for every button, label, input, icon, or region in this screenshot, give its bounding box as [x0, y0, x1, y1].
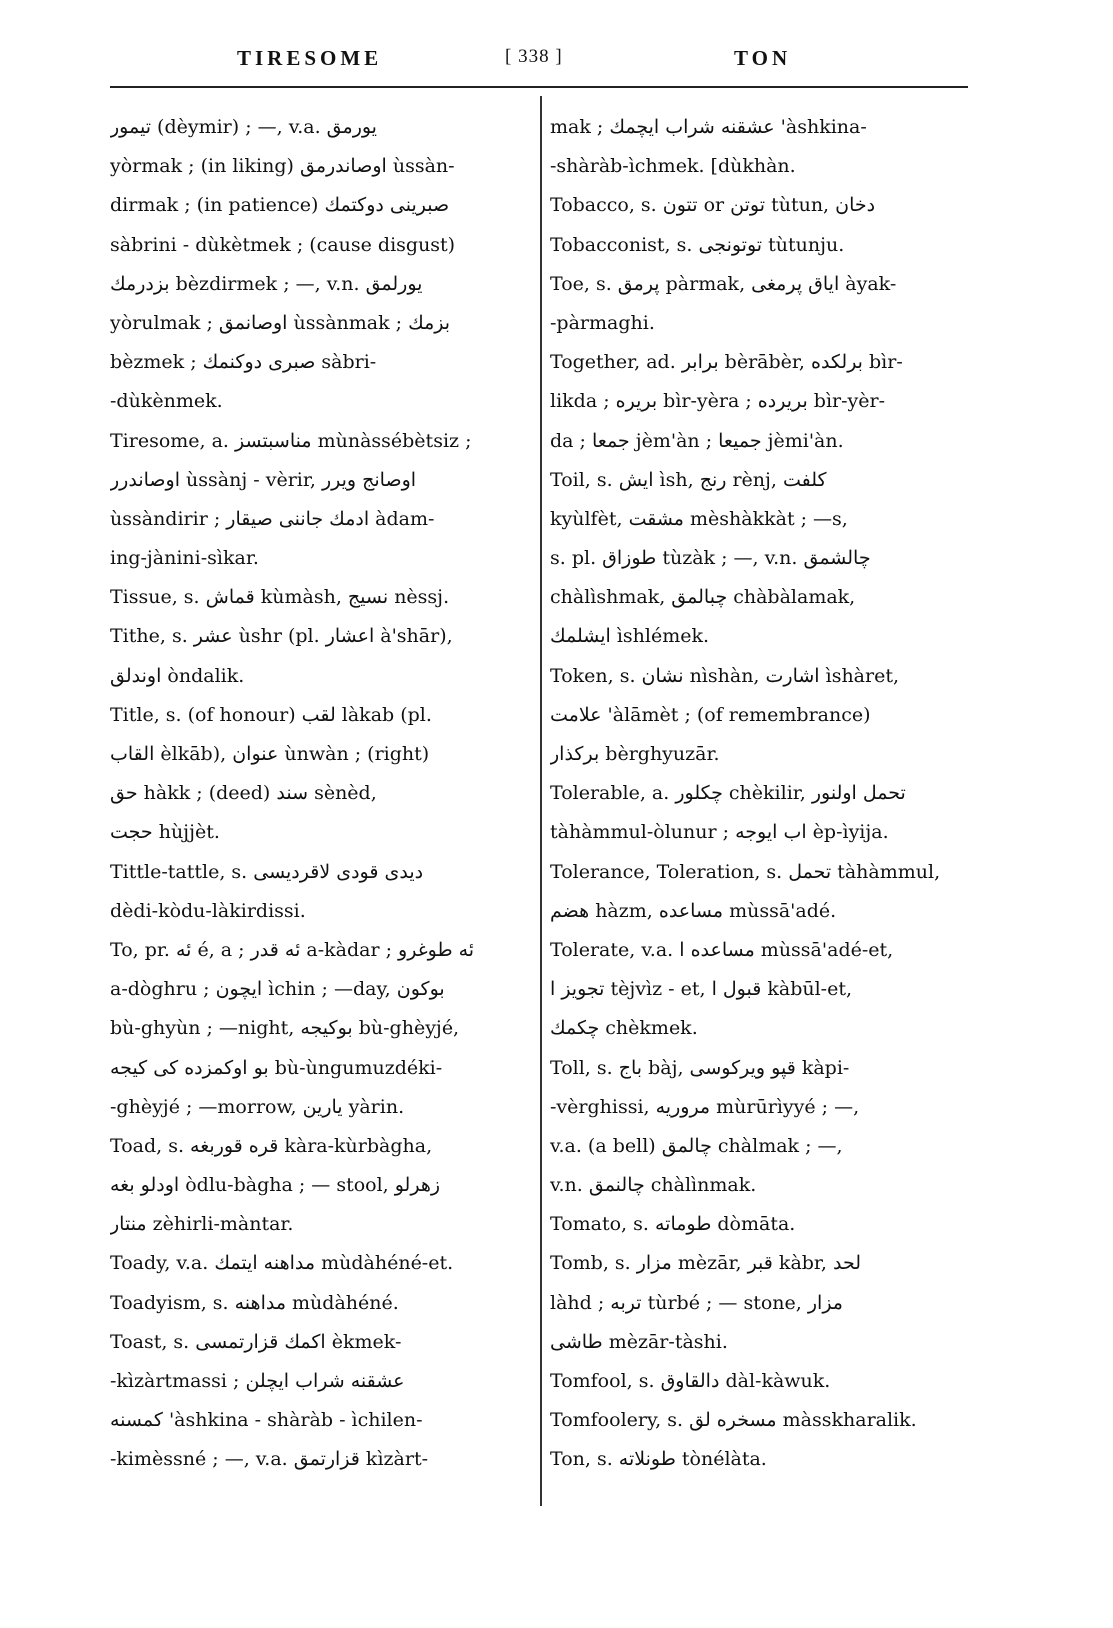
dictionary-line: -pàrmaghi. — [550, 311, 655, 334]
dictionary-line: -kìzàrtmassi ; عشقنه شراب ایچلن — [110, 1370, 405, 1392]
dictionary-line: طاشی mèzār-tàshi. — [550, 1330, 728, 1353]
running-head-left: TIRESOME — [237, 46, 383, 70]
dictionary-line: sàbrini - dùkètmek ; (cause disgust) — [110, 233, 456, 256]
dictionary-line: Token, s. نشان nìshàn, اشارت ìshàret, — [550, 664, 900, 687]
dictionary-line: Toad, s. قره قوربغه kàra-kùrbàgha, — [110, 1134, 433, 1157]
dictionary-line: v.a. (a bell) چالمق chàlmak ; —, — [550, 1134, 843, 1157]
dictionary-line: tàhàmmul-òlunur ; اب ایوجه èp-ìyija. — [550, 821, 889, 844]
dictionary-line: Toe, s. پرمق pàrmak, ایاق پرمغی àyak- — [550, 272, 897, 295]
dictionary-line: a-dòghru ; ایچون ìchin ; —day, بوکون — [110, 978, 445, 1001]
dictionary-line: -vèrghissi, مروریه mùrūrìyyé ; —, — [550, 1095, 860, 1118]
dictionary-line: القاب èlkāb), عنوان ùnwàn ; (right) — [110, 743, 430, 765]
dictionary-line: Tomfool, s. دالقاوق dàl-kàwuk. — [550, 1370, 831, 1392]
dictionary-line: Ton, s. طونلاته tònélàta. — [550, 1448, 767, 1471]
dictionary-line: منتار zèhirli-màntar. — [110, 1213, 294, 1236]
left-column — [110, 108, 520, 1480]
dictionary-line: -ghèyjé ; —morrow, یارین yàrin. — [110, 1095, 405, 1118]
dictionary-line: làhd ; تربه tùrbé ; — stone, مزار — [550, 1291, 843, 1314]
dictionary-line: اوندلق òndalik. — [110, 664, 245, 687]
dictionary-line: kyùlfèt, مشقت mèshàkkàt ; —s, — [550, 507, 848, 530]
dictionary-line: Tissue, s. قماش kùmàsh, نسیج nèssj. — [110, 586, 450, 609]
dictionary-line: بزدرمك bèzdirmek ; —, v.n. یورلمق — [110, 272, 423, 295]
dictionary-line: هضم hàzm, مساعده mùssā'adé. — [550, 899, 837, 922]
dictionary-line: -kimèssné ; —, v.a. قزارتمق kìzàrt- — [110, 1448, 428, 1471]
dictionary-line: Title, s. (of honour) لقب làkab (pl. — [110, 703, 432, 726]
dictionary-line: dèdi-kòdu-làkirdissi. — [110, 899, 306, 922]
dictionary-line: حجت hùjjèt. — [110, 821, 220, 844]
dictionary-line: Tolerable, a. چکلور chèkilir, تحمل اولنور — [550, 782, 906, 805]
dictionary-line: Toil, s. ایش ìsh, رنج rènj, کلفت — [550, 468, 827, 491]
dictionary-line: Tomato, s. طوماته dòmāta. — [550, 1213, 796, 1236]
dictionary-line: To, pr. ئه é, a ; ئه قدر a-kàdar ; ئه طوغرو — [110, 938, 475, 961]
dictionary-line: حق hàkk ; (deed) سند sènèd, — [110, 782, 377, 805]
dictionary-line: Tiresome, a. مناسبتسز mùnàssébètsiz ; — [110, 429, 472, 452]
dictionary-line: ùssàndirir ; ادمك جاننی صیقار àdam- — [110, 507, 435, 530]
dictionary-line: Toadyism, s. مداهنه mùdàhéné. — [110, 1291, 399, 1314]
dictionary-line: بو اوکمزده کی کیجه bù-ùngumuzdéki- — [110, 1056, 443, 1079]
column-divider — [540, 96, 542, 1506]
dictionary-line: da ; جمعا jèm'àn ; جمیعا jèmi'àn. — [550, 429, 844, 452]
dictionary-line: -shàràb-ìchmek. [dùkhàn. — [550, 155, 796, 178]
dictionary-line: bèzmek ; صبری دوکنمك sàbri- — [110, 351, 377, 374]
dictionary-line: Tolerate, v.a. مساعده ا mùssā'adé-et, — [550, 938, 894, 961]
dictionary-line: تجویز ا tèjvìz - et, قبول ا kàbūl-et, — [550, 978, 853, 1001]
dictionary-line: ing-jànini-sìkar. — [110, 547, 259, 570]
running-head-right: TON — [734, 46, 792, 70]
dictionary-line: Tobacco, s. تتون or توتن tùtun, دخان — [550, 194, 876, 217]
dictionary-line: Tittle-tattle, s. دیدی قودی لاقردیسی — [110, 860, 424, 883]
dictionary-line: yòrmak ; (in liking) اوصاندرمق ùssàn- — [110, 155, 455, 178]
dictionary-line: yòrulmak ; اوصانمق ùssànmak ; بزمك — [110, 311, 451, 334]
dictionary-line: Tithe, s. عشر ùshr (pl. اعشار à'shār), — [110, 625, 453, 648]
dictionary-line: chàlìshmak, چبالمق chàbàlamak, — [550, 586, 856, 609]
dictionary-line: اوصاندرر ùssànj - vèrir, اوصانج ویرر — [110, 468, 417, 491]
dictionary-line: Toll, s. باج bàj, قپو ویرکوسی kàpi- — [550, 1056, 850, 1079]
dictionary-line: اودلو بغه òdlu-bàgha ; — stool, زهرلو — [110, 1174, 441, 1197]
dictionary-line: Together, ad. برابر bèrābèr, برلكده bìr- — [550, 351, 903, 374]
right-column — [550, 108, 962, 1480]
dictionary-line: v.n. چالنمق chàlìnmak. — [550, 1174, 757, 1197]
dictionary-line: کمسنه 'àshkina - shàràb - ìchilen- — [110, 1409, 423, 1432]
dictionary-line: Toady, v.a. مداهنه ایتمك mùdàhéné-et. — [110, 1252, 454, 1275]
dictionary-line: برکذار bèrghyuzār. — [550, 743, 720, 765]
dictionary-line: mak ; عشقنه شراب ایچمك 'àshkina- — [550, 116, 867, 138]
dictionary-line: -dùkènmek. — [110, 390, 223, 413]
dictionary-line: تیمور (dèymir) ; —, v.a. یورمق — [110, 116, 377, 138]
dictionary-line: ایشلمك ìshlémek. — [550, 625, 710, 648]
page-number: [ 338 ] — [505, 46, 563, 67]
dictionary-line: Tolerance, Toleration, s. تحمل tàhàmmul, — [550, 860, 941, 883]
header-rule — [110, 86, 968, 88]
dictionary-line: Tobacconist, s. توتونجی tùtunju. — [550, 233, 845, 256]
dictionary-line: Tomfoolery, s. مسخره لق màsskharalik. — [550, 1409, 917, 1432]
dictionary-line: dirmak ; (in patience) صبرینی دوکتمك — [110, 194, 450, 217]
dictionary-line: چکمك chèkmek. — [550, 1017, 698, 1040]
dictionary-line: s. pl. طوزاق tùzàk ; —, v.n. چالشمق — [550, 547, 871, 570]
dictionary-line: علامت 'àlāmèt ; (of remembrance) — [550, 703, 871, 726]
dictionary-line: Toast, s. اکمك قزارتمسی èkmek- — [110, 1330, 402, 1353]
page-header — [0, 40, 1113, 80]
dictionary-line: bù-ghyùn ; —night, بوکیجه bù-ghèyjé, — [110, 1017, 460, 1040]
dictionary-line: likda ; بریره bìr-yèra ; بریرده bìr-yèr- — [550, 390, 886, 413]
dictionary-line: Tomb, s. مزار mèzār, قبر kàbr, لحد — [550, 1252, 862, 1275]
